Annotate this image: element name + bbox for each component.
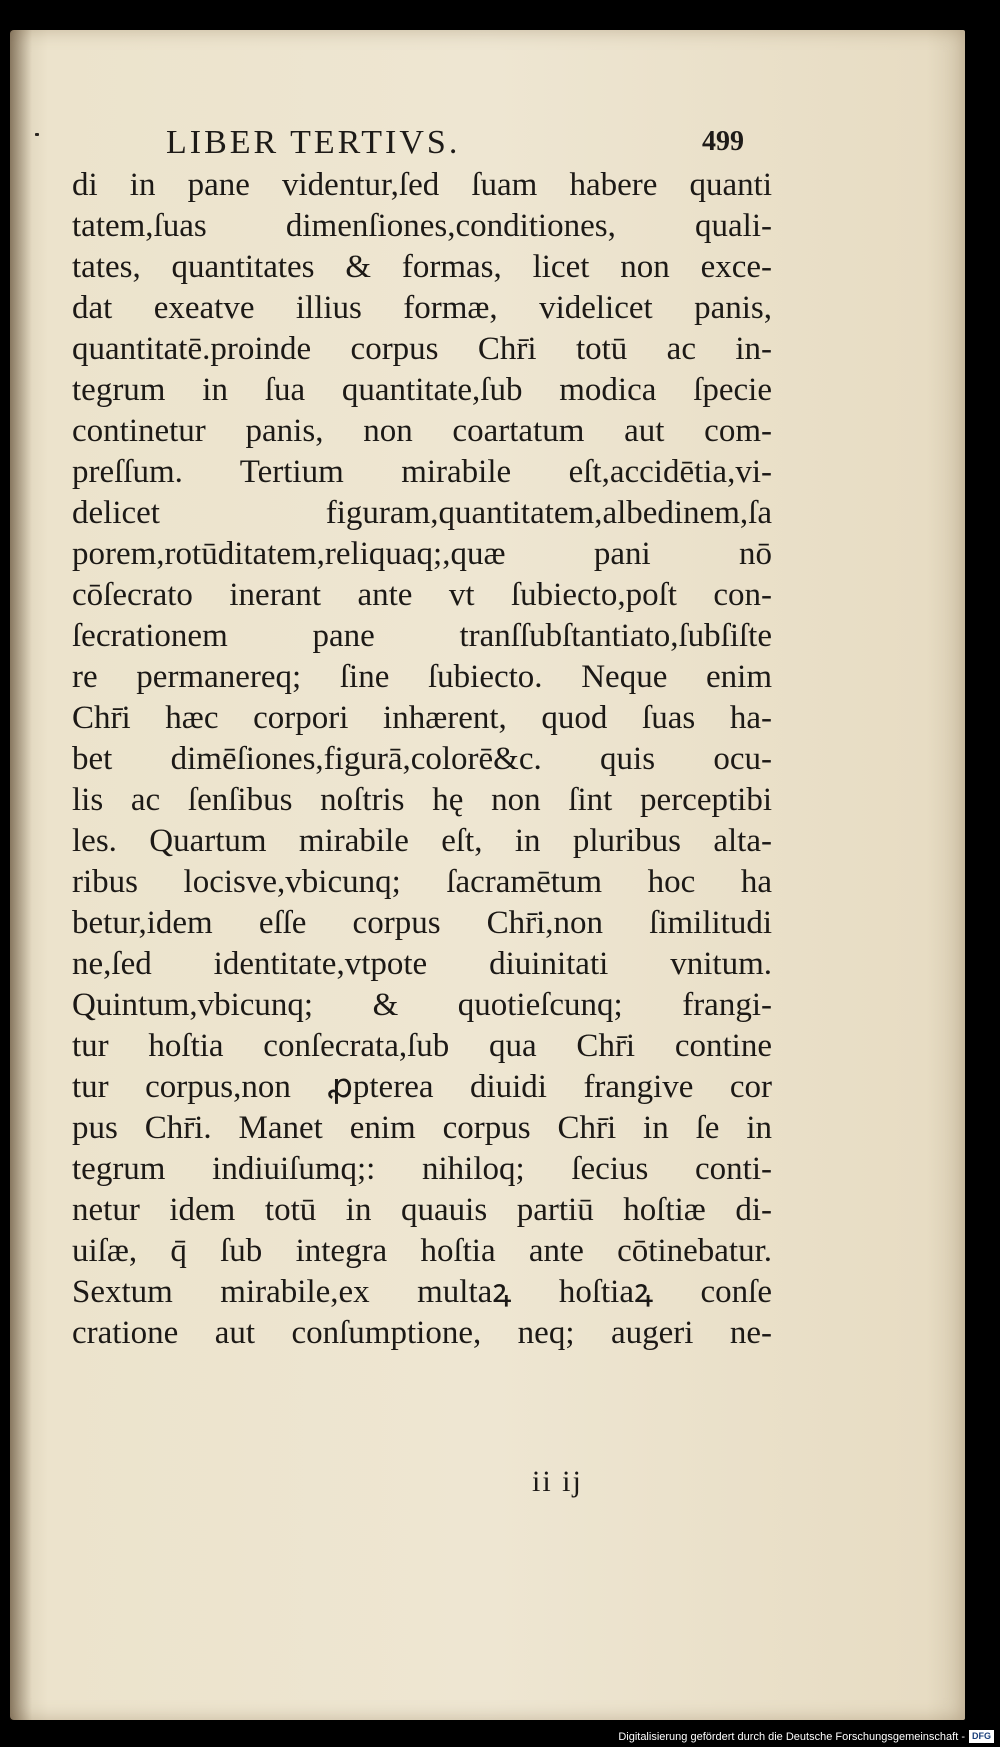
digitization-credit bbox=[618, 1730, 994, 1743]
text-line: tatem,ſuas dimenſiones,conditiones, quali- bbox=[72, 208, 772, 244]
text-line: lis ac ſenſibus noſtris hę non ſint perceptibi bbox=[72, 782, 772, 818]
text-line: Sextum mirabile,ex multaꝝ hoſtiaꝝ conſe bbox=[72, 1274, 772, 1310]
text-line: Chr̄i hæc corpori inhærent, quod ſuas ha- bbox=[72, 700, 772, 736]
text-line: netur idem totū in quauis partiū hoſtiæ di- bbox=[72, 1192, 772, 1228]
text-line: tegrum indiuiſumq;: nihiloq; ſecius conti- bbox=[72, 1151, 772, 1187]
text-line: Quintum,vbicunq; & quotieſcunq; frangi- bbox=[72, 987, 772, 1023]
text-line: preſſum. Tertium mirabile eſt,accidētia,vi- bbox=[72, 454, 772, 490]
dfg-logo-icon: DFG bbox=[969, 1730, 994, 1743]
text-line: uiſæ, q̄ ſub integra hoſtia ante cōtinebatur. bbox=[72, 1233, 772, 1269]
body-text bbox=[72, 165, 772, 1354]
running-head: LIBER TERTIVS. bbox=[166, 124, 461, 161]
text-line: tates, quantitates & formas, licet non exce- bbox=[72, 249, 772, 285]
text-line: tur hoſtia conſecrata,ſub qua Chr̄i contine bbox=[72, 1028, 772, 1064]
text-line: tur corpus,non ꝓpterea diuidi frangive cor bbox=[72, 1069, 772, 1105]
text-line: continetur panis, non coartatum aut com- bbox=[72, 413, 772, 449]
text-line: dat exeatve illius formæ, videlicet panis, bbox=[72, 290, 772, 326]
text-line: porem,rotūditatem,reliquaq;,quæ pani nō bbox=[72, 536, 772, 572]
text-line: di in pane videntur,ſed ſuam habere quanti bbox=[72, 167, 772, 203]
margin-mark bbox=[35, 133, 39, 136]
text-line: bet dimēſiones,figurā,colorē&c. quis ocu- bbox=[72, 741, 772, 777]
text-line: re permanereq; ſine ſubiecto. Neque enim bbox=[72, 659, 772, 695]
text-line: ne,ſed identitate,vtpote diuinitati vnitum. bbox=[72, 946, 772, 982]
text-line: pus Chr̄i. Manet enim corpus Chr̄i in ſe in bbox=[72, 1110, 772, 1146]
text-line: ribus locisve,vbicunq; ſacramētum hoc ha bbox=[72, 864, 772, 900]
text-line: les. Quartum mirabile eſt, in pluribus alta- bbox=[72, 823, 772, 859]
text-line: quantitatē.proinde corpus Chr̄i totū ac in- bbox=[72, 331, 772, 367]
credit-text: Digitalisierung gefördert durch die Deutsche Forschungsgemeinschaft - bbox=[618, 1730, 965, 1743]
text-line: betur,idem eſſe corpus Chr̄i,non ſimilitudi bbox=[72, 905, 772, 941]
signature-mark: ii ij bbox=[532, 1465, 583, 1498]
spine-shadow bbox=[10, 30, 32, 1720]
text-line: ſecrationem pane tranſſubſtantiato,ſubſiſte bbox=[72, 618, 772, 654]
page-number: 499 bbox=[702, 126, 744, 157]
text-line: cōſecrato inerant ante vt ſubiecto,poſt con- bbox=[72, 577, 772, 613]
text-line: delicet figuram,quantitatem,albedinem,ſa bbox=[72, 495, 772, 531]
text-line: cratione aut conſumptione, neq; augeri ne- bbox=[72, 1315, 772, 1351]
text-line: tegrum in ſua quantitate,ſub modica ſpecie bbox=[72, 372, 772, 408]
